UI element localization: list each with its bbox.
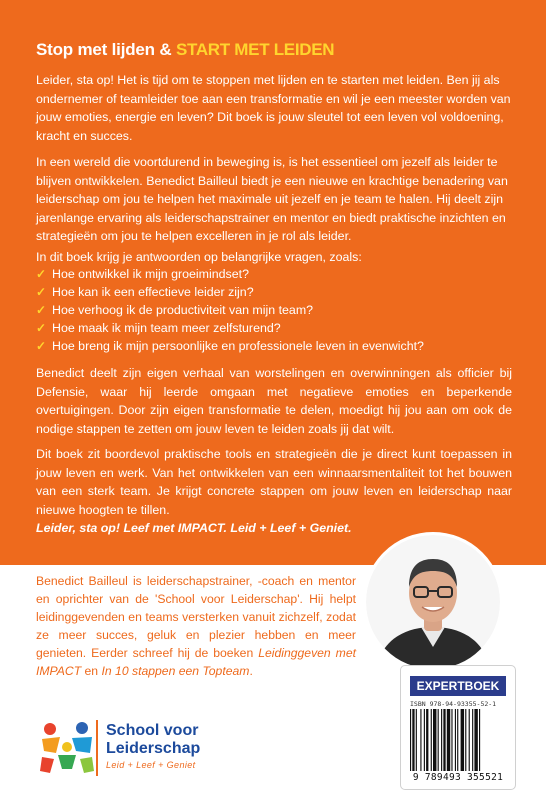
paragraph-world: In een wereld die voortdurend in beweging is, is het essentieel om jezelf als leider te blijven ontwikkelen. Benedict Bailleul biedt je een nieuwe en krachtige benadering van leiderschap om jou te helpen het maximale uit jezelf en je team te halen. Hij deelt zijn jarenlange ervaring als leiderschapstrainer en mentor en biedt praktische inzichten en strategieën om jou te helpen excelleren in je rol als leider. <box>36 155 508 243</box>
slogan: Leider, sta op! Leef met IMPACT. Leid + Leef + Geniet. <box>36 521 352 535</box>
school-logo-tagline: Leid + Leef + Geniet <box>106 760 196 770</box>
bio-text: Benedict Bailleul is leiderschapstrainer, -coach en mentor en oprichter van de 'School voor Leiderschap'. Hij helpt leidinggevenden en teams versterken vanuit zichzelf, zodat ze meer succes, geluk en plezier hebben en meer genieten. Eerder schreef hij de boeken <box>36 574 356 660</box>
school-logo-icon <box>38 717 96 777</box>
list-item <box>36 319 424 337</box>
headline-highlight: START MET LEIDEN <box>175 40 335 59</box>
author-photo-illustration <box>366 535 500 669</box>
question-text: Hoe maak ik mijn team meer zelfsturend? <box>52 321 281 335</box>
headline-part1: Stop met lijden & <box>36 40 176 59</box>
barcode-icon <box>410 709 506 771</box>
author-bio <box>36 572 356 680</box>
check-icon: ✓ <box>36 321 47 335</box>
publisher-logo: EXPERTBOEK <box>410 676 506 696</box>
bio-end: . <box>249 664 253 678</box>
check-icon: ✓ <box>36 285 47 299</box>
list-item <box>36 337 424 355</box>
list-item <box>36 283 424 301</box>
headline <box>36 40 334 60</box>
questions-intro: In dit boek krijg je antwoorden op belangrijke vragen, zoals: <box>36 250 362 264</box>
school-logo-title <box>106 722 200 758</box>
question-text: Hoe kan ik een effectieve leider zijn? <box>52 285 254 299</box>
question-text: Hoe verhoog ik de productiviteit van mijn team? <box>52 303 314 317</box>
question-text: Hoe ontwikkel ik mijn groeimindset? <box>52 267 249 281</box>
list-item <box>36 301 424 319</box>
isbn-text: ISBN 978-94-93355-52-1 <box>410 700 497 708</box>
paragraph-tools: Dit boek zit boordevol praktische tools en strategieën die je direct kunt toepassen in jouw leven en werk. Van het ontwikkelen van een winnaarsmentaliteit tot het bouwen van een sterk team. Je krijgt concrete stappen om jouw leven en leiderschap naar nieuwe hoogten te tillen. <box>36 447 512 517</box>
check-icon: ✓ <box>36 267 47 281</box>
book-title-1: Leidinggeven met IMPACT <box>36 646 356 678</box>
check-icon: ✓ <box>36 303 47 317</box>
check-icon: ✓ <box>36 339 47 353</box>
paragraph-story: Benedict deelt zijn eigen verhaal van worstelingen en overwinningen als officier bij Defensie, waar hij leerde omgaan met negatieve emoties en beperkende overtuigingen. Door zijn eigen transformatie te delen, moedigt hij jou aan om ook de nodige stappen te zetten om jouw leven te leiden zoals jij dat wilt. <box>36 366 512 436</box>
logo-title-line1: School voor <box>106 722 199 739</box>
paragraph-intro: Leider, sta op! Het is tijd om te stoppen met lijden en te starten met leiden. Ben jij als ondernemer of teamleider toe aan een transformatie en wil je een meester worden van jouw emoties, energie en leven? Dit boek is jouw sleutel tot een leven vol voldoening, kracht en succes. <box>36 73 511 143</box>
logo-divider <box>96 720 98 776</box>
book-title-2: In 10 stappen een Topteam <box>101 664 250 678</box>
author-portrait <box>363 532 503 672</box>
questions-list <box>36 265 424 355</box>
list-item <box>36 265 424 283</box>
logo-title-line2: Leiderschap <box>106 740 201 757</box>
question-text: Hoe breng ik mijn persoonlijke en professionele leven in evenwicht? <box>52 339 424 353</box>
bio-connector: en <box>81 664 102 678</box>
barcode-digits: 9 789493 355521 <box>412 772 504 783</box>
